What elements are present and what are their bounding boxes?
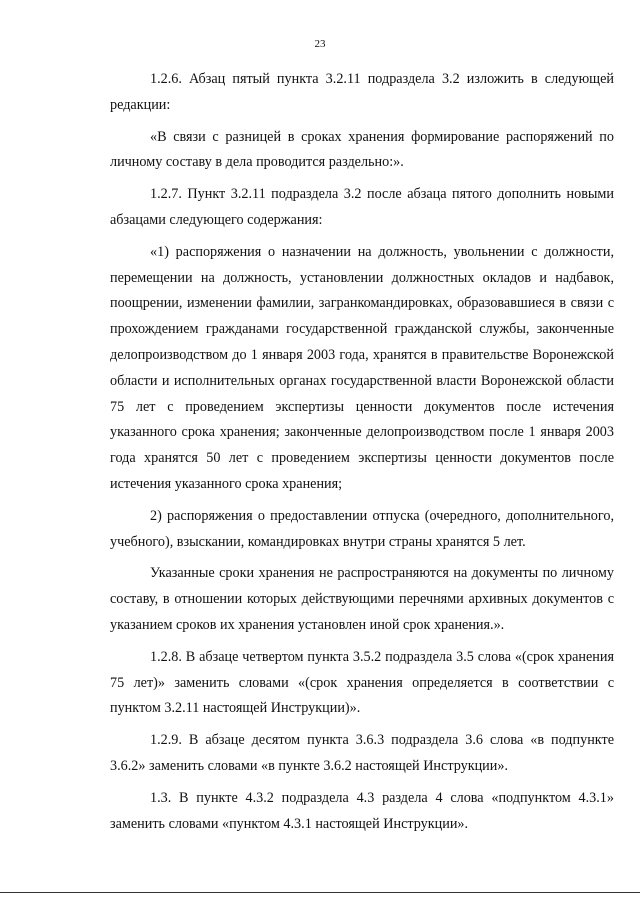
document-body (110, 67, 614, 843)
paragraph-1-2-9: 1.2.9. В абзаце десятом пункта 3.6.3 подраздела 3.6 слова «в подпункте 3.6.2» заменить словами «в пункте 3.6.2 настоящей Инструкции». (110, 732, 614, 774)
page-number: 23 (314, 38, 326, 50)
paragraph-1-2-7: 1.2.7. Пункт 3.2.11 подраздела 3.2 после абзаца пятого дополнить новыми абзацами следующего содержания: (110, 186, 614, 228)
paragraph-item-1: «1) распоряжения о назначении на должность, увольнении с должности, перемещении на должность, установлении должностных окладов и надбавок, поощрении, изменении фамилии, загранкомандировках, образовавшиеся в связи с прохождением гражданами государственной гражданской службы, законченные делопроизводством до 1 января 2003 года, хранятся в правительстве Воронежской области и исполнительных органах государственной власти Воронежской области 75 лет с проведением экспертизы ценности документов после истечения указанного срока хранения; законченные делопроизводством после 1 января 2003 года хранятся 50 лет с проведением экспертизы ценности документов после истечения указанного срока хранения; (110, 243, 614, 492)
paragraph-1-2-6: 1.2.6. Абзац пятый пункта 3.2.11 подраздела 3.2 изложить в следующей редакции: (110, 71, 614, 113)
paragraph-1-2-8: 1.2.8. В абзаце четвертом пункта 3.5.2 подраздела 3.5 слова «(срок хранения 75 лет)» заменить словами «(срок хранения определяется в соответствии с пунктом 3.2.11 настоящей Инструкции)». (110, 648, 614, 717)
paragraph-item-2: 2) распоряжения о предоставлении отпуска (очередного, дополнительного, учебного), взыскании, командировках внутри страны хранятся 5 лет. (110, 507, 614, 550)
paragraph-quote-1: «В связи с разницей в сроках хранения формирование распоряжений по личному составу в дела проводится раздельно:». (110, 128, 614, 171)
paragraph-note: Указанные сроки хранения не распространяются на документы по личному составу, в отношении которых действующими перечнями архивных документов с указанием сроков их хранения установлен иной срок хранения.». (110, 565, 614, 633)
bottom-divider (0, 892, 640, 893)
paragraph-1-3: 1.3. В пункте 4.3.2 подраздела 4.3 раздела 4 слова «подпунктом 4.3.1» заменить словами «пунктом 4.3.1 настоящей Инструкции». (110, 789, 614, 832)
